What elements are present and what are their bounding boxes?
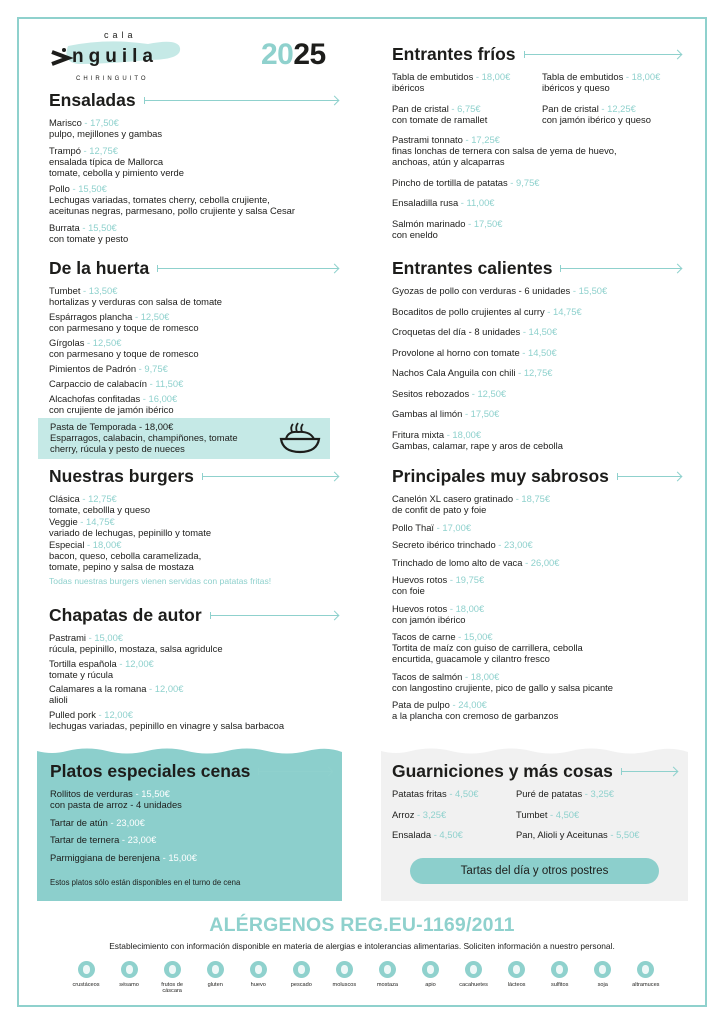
item-description: Gambas, calamar, rape y aros de cebolla — [392, 439, 563, 451]
menu-item — [392, 493, 682, 515]
section-title: Ensaladas — [49, 90, 136, 110]
allergen-item — [497, 961, 537, 994]
item-name: Gírgolas — [49, 337, 85, 348]
allergen-item — [66, 961, 106, 994]
item-price: - 12,75€ — [80, 144, 118, 156]
item-price: - 3,25€ — [582, 788, 614, 799]
item-name: Clásica — [49, 493, 80, 504]
menu-item — [542, 71, 692, 93]
item-name: Parmiggiana de berenjena — [50, 851, 160, 863]
section-burgers — [49, 465, 339, 587]
item-description: pulpo, mejillones y gambas — [49, 128, 163, 139]
svg-text:CHIRINGUITO: CHIRINGUITO — [76, 76, 149, 82]
item-name: Tartar de atún — [50, 816, 108, 828]
allergen-item — [540, 961, 580, 994]
section-heading — [49, 604, 339, 626]
allergen-label: pescado — [290, 982, 312, 988]
item-price: - 11,50€ — [146, 378, 184, 389]
pasta-desc-1: Esparragos, calabacin, champiñones, tomate — [50, 432, 238, 443]
item-description: tomate, pepino y salsa de mostaza — [49, 561, 194, 572]
item-description: hortalizas y verduras con salsa de tomate — [49, 296, 223, 307]
menu-item — [49, 683, 339, 705]
svg-text:nguila: nguila — [72, 46, 158, 67]
item-name: Espárragos plancha — [49, 311, 133, 322]
item-price: - 11,00€ — [458, 197, 495, 208]
brand-logo — [48, 30, 198, 82]
allergen-label: apio — [425, 982, 436, 988]
menu-item — [392, 285, 682, 296]
menu-item — [49, 516, 339, 538]
menu-item — [50, 817, 333, 828]
arrow-icon — [617, 471, 682, 481]
item-name: Canelón XL casero gratinado — [392, 493, 514, 504]
allergen-label: huevo — [250, 982, 266, 988]
item-name: Tabla de embutidos — [392, 71, 474, 82]
section-chapatas — [49, 604, 339, 734]
arrow-icon — [621, 766, 678, 776]
allergen-mostaza-icon — [379, 961, 396, 978]
menu-item — [50, 834, 333, 845]
item-price: - 12,50€ — [84, 337, 122, 348]
item-name: Rollitos de verduras — [50, 788, 133, 799]
item-description: tomate, cebollla y queso — [49, 504, 151, 515]
item-price: - 14,50€ — [520, 326, 558, 337]
item-price: - 4,50€ — [547, 808, 580, 820]
allergen-item — [367, 961, 407, 994]
item-name: Huevos rotos — [392, 602, 448, 614]
menu-item — [392, 197, 682, 208]
menu-item — [392, 557, 682, 568]
item-price: - 9,75€ — [507, 176, 540, 188]
menu-item — [392, 631, 682, 664]
section-heading — [392, 257, 682, 279]
item-description: tomate, cebolla y pimiento verde — [49, 166, 184, 178]
menu-item — [49, 632, 339, 654]
item-name: Alcachofas confitadas — [49, 393, 141, 404]
item-price: - 15,00€ — [159, 851, 197, 863]
allergen-label: frutos de cáscara — [161, 982, 184, 994]
item-name: Pan de cristal — [392, 102, 449, 114]
menu-item — [49, 658, 339, 680]
postres-button[interactable]: Tartas del día y otros postres — [410, 858, 659, 884]
menu-item — [392, 539, 682, 550]
section-title: Nuestras burgers — [49, 466, 194, 486]
item-description: con tomate de ramallet — [392, 113, 488, 125]
menu-item — [392, 699, 682, 721]
item-name: Gyozas de pollo con verduras - 6 unidades — [392, 285, 571, 296]
arrow-icon — [210, 610, 339, 620]
allergen-label: altramuces — [632, 982, 660, 988]
item-price: - 23,00€ — [119, 834, 157, 845]
item-description: encurtida, guacamole y cilantro fresco — [392, 653, 550, 664]
arrow-icon — [560, 263, 682, 273]
item-description: ibéricos — [392, 82, 425, 93]
menu-item — [49, 378, 339, 389]
menu-item — [392, 408, 682, 419]
allergen-item — [152, 961, 192, 994]
menu-item — [392, 429, 682, 451]
section-note: Todas nuestras burgers vienen servidas con patatas fritas! — [49, 576, 272, 586]
item-price: - 24,00€ — [449, 699, 487, 710]
menu-item — [392, 103, 542, 125]
item-name: Pollo Thaï — [392, 521, 435, 533]
item-name: Pan, Alioli y Aceitunas — [516, 829, 608, 840]
item-name: Tacos de carne — [392, 631, 456, 642]
arrow-icon — [157, 263, 339, 273]
section-ensaladas — [49, 89, 339, 249]
item-price: - 12,75€ — [515, 367, 553, 378]
allergen-item — [411, 961, 451, 994]
cenas-box — [37, 747, 342, 901]
section-heading — [50, 760, 333, 782]
item-name: Huevos rotos — [392, 574, 448, 585]
allergen-crustaceos-icon — [78, 961, 95, 978]
allergen-sesamo-icon — [121, 961, 138, 978]
item-name: Nachos Cala Anguila con chili — [392, 367, 516, 378]
item-name: Pollo — [49, 183, 70, 194]
item-description: variado de lechugas, pepinillo y tomate — [49, 527, 212, 538]
allergen-apio-icon — [422, 961, 439, 978]
item-name: Carpaccio de calabacín — [49, 378, 147, 389]
item-name: Salmón marinado — [392, 217, 466, 229]
item-price: - 15,00€ — [86, 632, 124, 643]
item-description: con pasta de arroz - 4 unidades — [50, 799, 182, 810]
item-price: - 14,75€ — [77, 516, 115, 527]
item-price: - 12,50€ — [469, 387, 507, 399]
menu-item — [392, 671, 682, 693]
section-note: Estos platos sólo están disponibles en el turno de cena — [50, 877, 241, 887]
allergen-sulfitos-icon — [551, 961, 568, 978]
menu-item — [49, 539, 339, 572]
allergen-label: lácteos — [507, 982, 526, 988]
allergen-item — [324, 961, 364, 994]
item-price: - 17,00€ — [434, 521, 472, 533]
item-price: - 12,00€ — [116, 657, 154, 669]
allergen-pescado-icon — [293, 961, 310, 978]
allergen-cacahuetes-icon — [465, 961, 482, 978]
year: 2025 — [261, 38, 326, 71]
item-name: Gambas al limón — [392, 408, 463, 419]
menu-item — [392, 809, 516, 820]
menu-item — [516, 788, 676, 799]
item-name: Pincho de tortilla de patatas — [392, 176, 508, 188]
item-price: - 18,00€ — [623, 71, 661, 82]
item-price: - 12,00€ — [146, 683, 184, 694]
menu-item — [50, 852, 333, 863]
item-name: Sesitos rebozados — [392, 387, 470, 399]
guarniciones-box — [381, 747, 688, 901]
menu-item — [49, 311, 339, 333]
allergen-icons — [66, 961, 666, 994]
section-heading — [49, 465, 339, 487]
item-name: Tabla de embutidos — [542, 71, 624, 82]
menu-item — [392, 71, 542, 93]
item-price: - 23,00€ — [495, 539, 533, 550]
item-name: Calamares a la romana — [49, 683, 147, 694]
item-price: - 17,50€ — [465, 217, 503, 229]
pasta-desc-2: cherry, rúcula y pesto de nueces — [50, 443, 185, 454]
item-description: ensalada típica de Mallorca — [49, 155, 164, 167]
item-description: tomate y rúcula — [49, 668, 114, 680]
allergen-label: sésamo — [119, 982, 139, 988]
item-price: - 18,75€ — [513, 493, 551, 504]
pasta-temporada-highlight — [38, 418, 330, 459]
item-description: Tortita de maíz con guiso de carrillera, cebolla — [392, 642, 583, 653]
item-name: Tumbet — [49, 285, 81, 296]
item-description: lechugas variadas, pepinillo en vinagre y salsa barbacoa — [49, 719, 285, 731]
item-name: Pan de cristal — [542, 102, 599, 114]
menu-item — [49, 183, 339, 216]
item-price: - 18,00€ — [473, 71, 511, 82]
wave-decoration — [381, 746, 688, 758]
menu-item — [392, 367, 682, 378]
item-name: Tartar de ternera — [50, 834, 120, 845]
item-name: Tumbet — [516, 808, 548, 820]
item-name: Ensaladilla rusa — [392, 197, 459, 208]
arrow-icon — [258, 766, 333, 776]
section-title: De la huerta — [49, 258, 150, 278]
item-name: Burrata — [49, 221, 80, 233]
allergen-altramuces-icon — [637, 961, 654, 978]
section-cenas — [50, 760, 333, 888]
item-description: Lechugas variadas, tomates cherry, cebolla crujiente, — [49, 194, 270, 205]
item-price: - 12,25€ — [598, 102, 636, 114]
allergen-moluscos-icon — [336, 961, 353, 978]
menu-item — [392, 522, 682, 533]
item-price: - 4,50€ — [431, 829, 463, 840]
allergen-soja-icon — [594, 961, 611, 978]
allergen-label: mostaza — [376, 982, 398, 988]
item-name: Secreto ibérico trinchado — [392, 539, 496, 550]
item-name: Bocaditos de pollo crujientes al curry — [392, 305, 545, 317]
menu-item — [49, 493, 339, 515]
item-name: Patatas fritas — [392, 788, 447, 799]
allergen-item — [195, 961, 235, 994]
menu-item — [516, 829, 676, 840]
item-description: bacon, queso, cebolla caramelizada, — [49, 550, 202, 561]
allergen-frutos-de-cascara-icon — [164, 961, 181, 978]
allergen-item — [626, 961, 666, 994]
menu-item — [542, 103, 692, 125]
item-price: - 18,00€ — [444, 428, 482, 440]
allergen-item — [454, 961, 494, 994]
allergen-lacteos-icon — [508, 961, 525, 978]
arrow-icon — [144, 95, 339, 105]
arrow-icon — [524, 49, 683, 59]
item-price: - 19,75€ — [447, 574, 485, 585]
item-grid — [392, 71, 682, 134]
item-description: rúcula, pepinillo, mostaza, salsa agridulce — [49, 643, 223, 654]
item-price: - 17,25€ — [462, 134, 500, 145]
item-name: Pulled pork — [49, 708, 96, 720]
item-price: - 14,50€ — [519, 346, 557, 358]
menu-item — [50, 788, 333, 810]
arrow-icon — [202, 471, 339, 481]
menu-item — [49, 709, 339, 731]
section-entrantes-frios — [392, 43, 682, 249]
menu-item — [49, 117, 339, 139]
item-name: Pastrami — [49, 632, 86, 643]
menu-item — [392, 388, 682, 399]
item-price: - 15,50€ — [132, 788, 170, 799]
item-description: con eneldo — [392, 228, 438, 240]
item-name: Tacos de salmón — [392, 670, 463, 682]
item-price: - 15,50€ — [79, 221, 117, 233]
item-price: - 9,75€ — [136, 363, 168, 374]
section-title: Guarniciones y más cosas — [392, 761, 613, 781]
item-description: anchoas, atún y alcaparras — [392, 156, 505, 167]
allergen-label: sulfitos — [550, 982, 569, 988]
item-price: - 13,50€ — [80, 285, 118, 296]
menu-item — [392, 788, 516, 799]
item-description: con jamón ibérico y queso — [542, 113, 651, 125]
item-name: Provolone al horno con tomate — [392, 346, 520, 358]
item-name: Tortilla española — [49, 657, 117, 669]
item-name: Veggie — [49, 516, 78, 527]
item-grid — [392, 788, 678, 850]
item-name: Puré de patatas — [516, 788, 583, 799]
allergen-label: moluscos — [332, 982, 357, 988]
item-description: con langostino crujiente, pico de gallo y salsa picante — [392, 681, 613, 693]
allergen-item — [583, 961, 623, 994]
item-price: - 18,00€ — [447, 602, 485, 614]
item-description: con parmesano y toque de romesco — [49, 348, 199, 359]
section-principales — [392, 465, 682, 728]
menu-item — [49, 145, 339, 178]
item-name: Ensalada — [392, 829, 432, 840]
menu-item — [392, 347, 682, 358]
item-price: - 17,50€ — [462, 408, 500, 419]
section-entrantes-calientes — [392, 257, 682, 460]
menu-item — [392, 829, 516, 840]
menu-item — [49, 222, 339, 244]
allergens-title: ALÉRGENOS REG.EU-1169/2011 — [209, 914, 515, 936]
item-price: - 18,00€ — [84, 539, 122, 550]
allergen-gluten-icon — [207, 961, 224, 978]
item-description: con tomate y pesto — [49, 232, 129, 244]
item-price: - 12,50€ — [132, 311, 170, 322]
item-price: - 5,50€ — [607, 829, 640, 840]
section-title: Principales muy sabrosos — [392, 466, 609, 486]
item-description: con parmesano y toque de romesco — [49, 322, 199, 333]
menu-item — [392, 134, 682, 167]
allergen-item — [109, 961, 149, 994]
section-heading — [392, 43, 682, 65]
allergen-label: cacahuetes — [459, 982, 488, 988]
section-heading — [49, 257, 339, 279]
item-name: Especial — [49, 539, 85, 550]
item-description: a la plancha con cremoso de garbanzos — [392, 710, 559, 721]
menu-item — [49, 393, 339, 415]
item-name: Arroz — [392, 808, 415, 820]
item-name: Croquetas del día - 8 unidades — [392, 326, 521, 337]
allergen-label: soja — [597, 982, 608, 988]
item-description: con jamón ibérico — [392, 613, 466, 625]
menu-item — [49, 363, 339, 374]
pasta-title: Pasta de Temporada - 18,00€ — [50, 421, 174, 432]
item-price: - 15,50€ — [69, 183, 107, 194]
section-title: Entrantes fríos — [392, 44, 516, 64]
item-price: - 15,50€ — [570, 285, 608, 296]
item-price: - 23,00€ — [107, 816, 145, 828]
menu-item — [392, 574, 682, 596]
item-description: finas lonchas de ternera con salsa de yema de huevo, — [392, 145, 617, 156]
item-description: ibéricos y queso — [542, 82, 610, 93]
section-de-la-huerta — [49, 257, 339, 419]
item-price: - 15,00€ — [455, 631, 493, 642]
item-price: - 12,00€ — [95, 708, 133, 720]
item-name: Trampó — [49, 144, 81, 156]
item-name: Pastrami tonnato — [392, 134, 463, 145]
wave-decoration — [37, 746, 342, 758]
allergen-item — [238, 961, 278, 994]
pasta-bowl-icon — [278, 421, 322, 455]
item-price: - 12,75€ — [79, 493, 117, 504]
section-title: Entrantes calientes — [392, 258, 553, 278]
menu-item — [392, 177, 682, 188]
item-description: con foie — [392, 585, 425, 596]
allergen-label: crustáceos — [72, 982, 100, 988]
item-name: Fritura mixta — [392, 428, 445, 440]
item-description: aceitunas negras, parmesano, pollo crujiente y salsa Cesar — [49, 205, 295, 216]
menu-item — [516, 809, 676, 820]
item-name: Pimientos de Padrón — [49, 363, 137, 374]
menu-item — [392, 326, 682, 337]
item-price: - 17,50€ — [81, 117, 119, 128]
allergen-label: gluten — [207, 982, 223, 988]
allergen-item — [281, 961, 321, 994]
menu-item — [49, 285, 339, 307]
menu-item — [392, 218, 682, 240]
item-description: alioli — [49, 694, 68, 705]
section-title: Platos especiales cenas — [50, 761, 251, 781]
section-heading — [49, 89, 339, 111]
item-name: Trinchado de lomo alto de vaca — [392, 556, 523, 568]
item-price: - 26,00€ — [522, 556, 560, 568]
section-heading — [392, 760, 678, 782]
allergen-huevo-icon — [250, 961, 267, 978]
item-price: - 14,75€ — [544, 305, 582, 317]
item-description: con crujiente de jamón ibérico — [49, 404, 174, 415]
item-description: de confit de pato y foie — [392, 504, 487, 515]
menu-item — [392, 306, 682, 317]
allergens-text: Establecimiento con información disponible en materia de alergias e intolerancias alimentarias. Soliciten información a nuestro personal. — [109, 941, 615, 951]
svg-text:cala: cala — [104, 30, 137, 40]
item-name: Marisco — [49, 117, 82, 128]
item-price: - 4,50€ — [446, 788, 479, 799]
item-price: - 6,75€ — [448, 102, 481, 114]
item-name: Pata de pulpo — [392, 699, 450, 710]
menu-item — [49, 337, 339, 359]
item-price: - 16,00€ — [140, 393, 178, 404]
item-price: - 18,00€ — [462, 670, 500, 682]
section-title: Chapatas de autor — [49, 605, 202, 625]
item-price: - 3,25€ — [414, 808, 447, 820]
section-guarniciones — [392, 760, 678, 850]
section-heading — [392, 465, 682, 487]
menu-item — [392, 603, 682, 625]
